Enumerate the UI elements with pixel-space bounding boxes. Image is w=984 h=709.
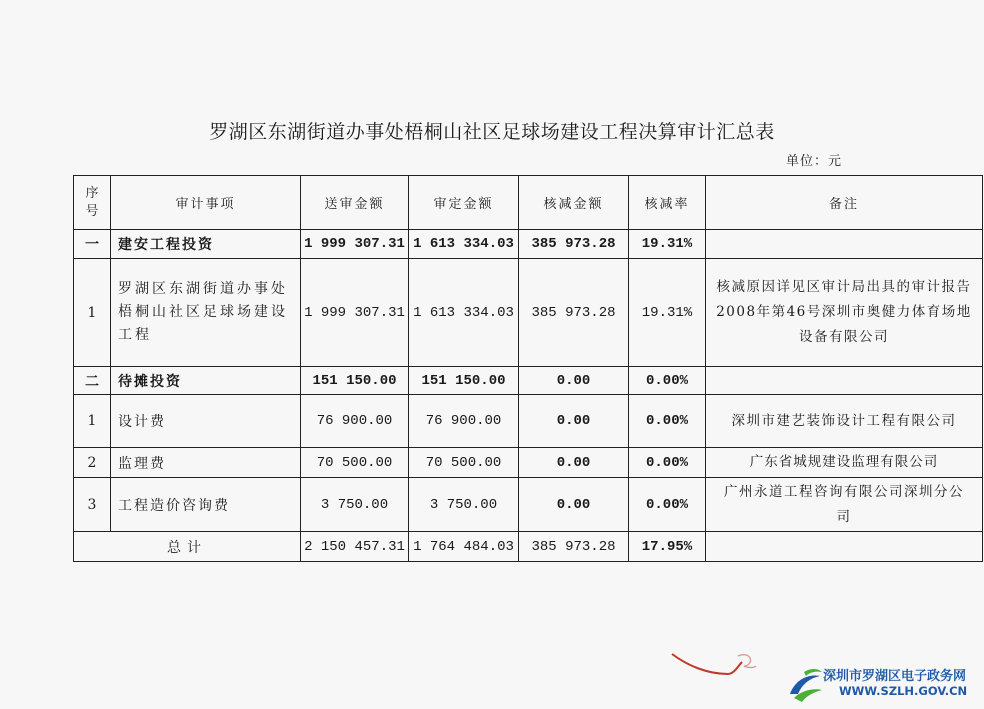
row-approved: 76 900.00 [409,395,519,448]
row-reduced: 0.00 [519,395,629,448]
row-remark: 深圳市建艺装饰设计工程有限公司 [706,395,983,448]
row-submitted: 151 150.00 [301,367,409,395]
total-rate: 17.95% [629,532,706,562]
row-item: 待摊投资 [111,367,301,395]
row-seq: 1 [74,259,111,367]
table-row [74,367,983,395]
row-submitted: 1 999 307.31 [301,259,409,367]
table-row [74,259,983,367]
row-seq: 一 [74,230,111,259]
row-rate: 19.31% [629,230,706,259]
total-submitted: 2 150 457.31 [301,532,409,562]
row-seq: 3 [74,478,111,532]
table-header-row [74,176,983,230]
header-reduced: 核减金额 [519,176,629,230]
row-approved: 70 500.00 [409,448,519,478]
row-rate: 0.00% [629,448,706,478]
table-row [74,230,983,259]
header-seq: 序号 [74,176,111,230]
row-seq: 2 [74,448,111,478]
row-reduced: 0.00 [519,367,629,395]
total-remark [706,532,983,562]
total-approved: 1 764 484.03 [409,532,519,562]
szlh-logo[interactable] [786,662,984,706]
row-approved: 1 613 334.03 [409,230,519,259]
row-reduced: 385 973.28 [519,259,629,367]
header-approved: 审定金额 [409,176,519,230]
row-reduced: 385 973.28 [519,230,629,259]
row-item: 罗湖区东湖街道办事处梧桐山社区足球场建设工程 [111,259,301,367]
unit-label: 单位：元 [786,154,843,169]
row-reduced: 0.00 [519,478,629,532]
swoosh-logo-icon [786,664,826,704]
row-item: 设计费 [111,395,301,448]
row-seq: 二 [74,367,111,395]
table-total-row [74,532,983,562]
row-rate: 0.00% [629,478,706,532]
table-row [74,448,983,478]
total-reduced: 385 973.28 [519,532,629,562]
header-submitted: 送审金额 [301,176,409,230]
row-submitted: 70 500.00 [301,448,409,478]
total-label: 总计 [74,532,301,562]
row-remark: 广州永道工程咨询有限公司深圳分公司 [706,478,983,532]
logo-site-name: 深圳市罗湖区电子政务网 [823,669,967,684]
row-remark: 广东省城规建设监理有限公司 [706,448,983,478]
header-rate: 核减率 [629,176,706,230]
logo-site-url[interactable]: WWW.SZLH.GOV.CN [839,684,968,698]
row-submitted: 76 900.00 [301,395,409,448]
row-submitted: 3 750.00 [301,478,409,532]
table-row [74,395,983,448]
row-item: 工程造价咨询费 [111,478,301,532]
row-seq: 1 [74,395,111,448]
row-item: 监理费 [111,448,301,478]
header-item: 审计事项 [111,176,301,230]
row-approved: 1 613 334.03 [409,259,519,367]
handwritten-signature [668,644,788,684]
header-remark: 备注 [706,176,983,230]
row-remark [706,367,983,395]
table-row [74,478,983,532]
row-reduced: 0.00 [519,448,629,478]
audit-summary-table [73,175,983,562]
row-item: 建安工程投资 [111,230,301,259]
row-rate: 19.31% [629,259,706,367]
row-rate: 0.00% [629,367,706,395]
document-title: 罗湖区东湖街道办事处梧桐山社区足球场建设工程决算审计汇总表 [209,121,775,143]
row-submitted: 1 999 307.31 [301,230,409,259]
row-approved: 151 150.00 [409,367,519,395]
row-remark: 核减原因详见区审计局出具的审计报告2008年第46号深圳市奥健力体育场地设备有限公司 [706,259,983,367]
row-remark [706,230,983,259]
row-approved: 3 750.00 [409,478,519,532]
row-rate: 0.00% [629,395,706,448]
